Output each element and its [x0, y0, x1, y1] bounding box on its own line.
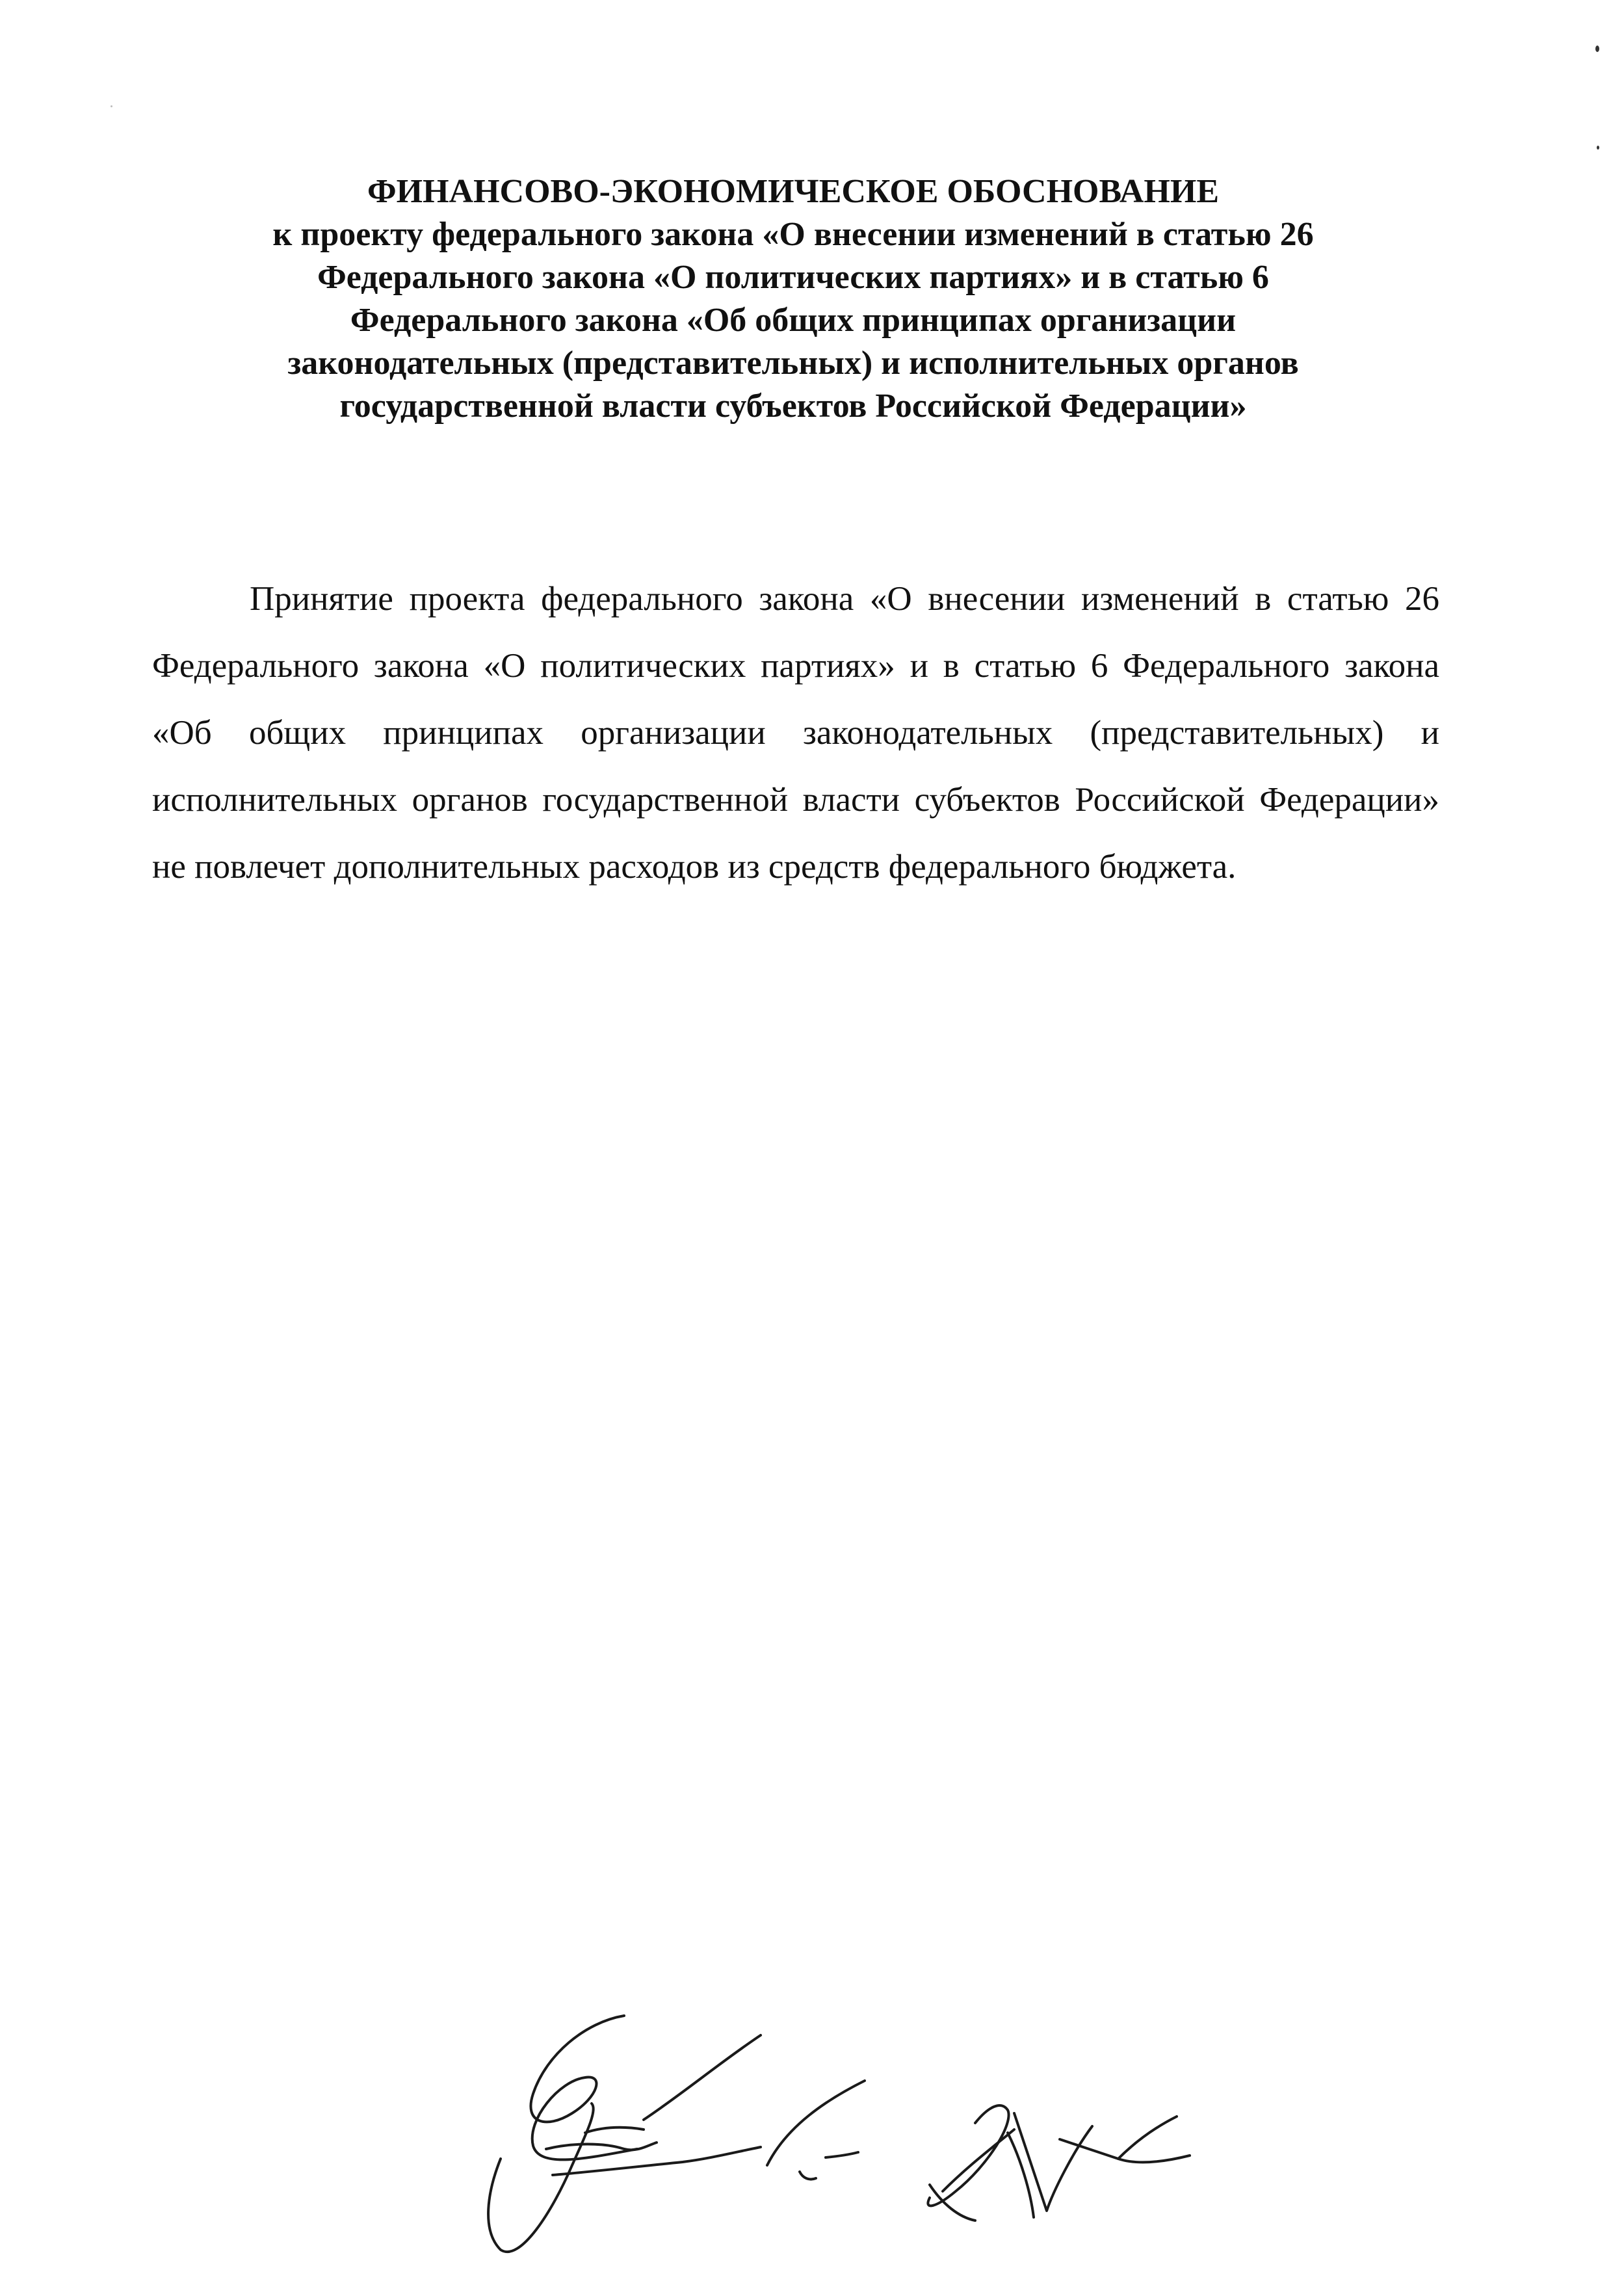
body-paragraph: Принятие проекта федерального закона «О внесении изменений в статью 26 Федерального закона «О политических партиях» и в статью 6 Федерального закона «Об общих принципах организации законодательных (представительных) и исполнительных органов государственной власти субъектов Российской Федерации» не повлечет дополнительных расходов из средств федерального бюджета.	[152, 580, 1439, 886]
heading-line: государственной власти субъектов Российской Федерации»	[339, 388, 1247, 425]
heading-line: Федерального закона «Об общих принципах организации	[350, 302, 1237, 339]
scan-speck	[1595, 46, 1599, 52]
document-heading	[143, 170, 1443, 428]
signature-right	[928, 2105, 1190, 2221]
heading-line: Федерального закона «О политических партиях» и в статью 6	[317, 259, 1269, 296]
heading-title: ФИНАНСОВО-ЭКОНОМИЧЕСКОЕ ОБОСНОВАНИЕ	[367, 173, 1220, 210]
heading-line: законодательных (представительных) и исполнительных органов	[287, 345, 1299, 382]
scan-speck	[1597, 146, 1599, 150]
signature-left	[488, 2016, 865, 2252]
signatures	[475, 1996, 1255, 2256]
scan-speck	[111, 105, 112, 107]
heading-line: к проекту федерального закона «О внесении изменений в статью 26	[272, 216, 1314, 253]
